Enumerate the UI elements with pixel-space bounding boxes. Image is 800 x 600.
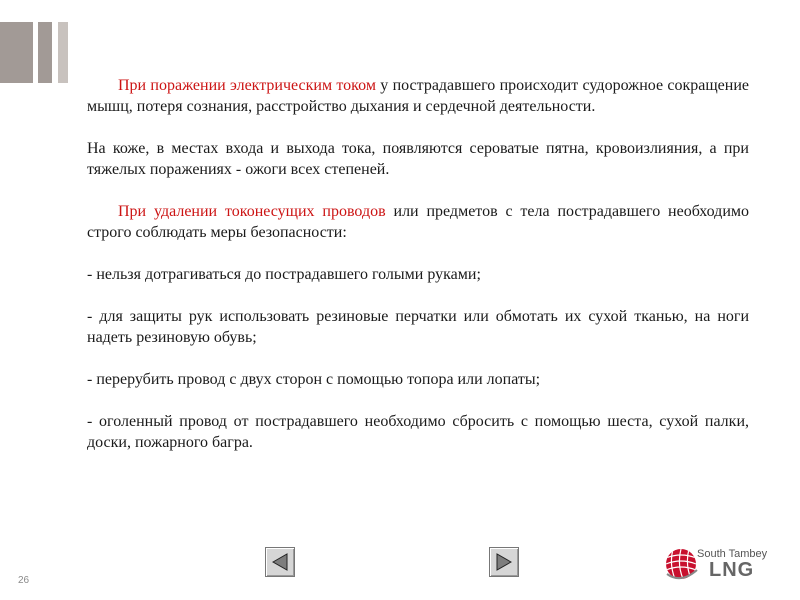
paragraph-skin-effects: На коже, в местах входа и выхода тока, появляются сероватые пятна, кровоизлияния, а при тяжелых поражениях - ожоги всех степеней. <box>87 140 749 178</box>
decor-bar-narrow <box>58 22 68 83</box>
paragraph-wire-removal <box>87 201 749 243</box>
triangle-right-icon <box>490 548 518 576</box>
logo-text-lng: LNG <box>709 559 755 581</box>
company-logo <box>663 544 773 584</box>
decor-bar-wide <box>0 22 33 83</box>
page-number: 26 <box>18 575 30 586</box>
slide-body <box>87 75 749 474</box>
paragraph-text: или предметов с тела пострадавшего необходимо строго соблюдать меры безопасности: <box>87 203 750 241</box>
highlight-electric-shock: При поражении электрическим током <box>118 77 376 94</box>
list-item-remove-wire: - оголенный провод от пострадавшего необходимо сбросить с помощью шеста, сухой палки, доски, пожарного багра. <box>87 413 749 451</box>
next-slide-button[interactable] <box>489 547 519 577</box>
list-item-no-bare-hands: - нельзя дотрагиваться до пострадавшего голыми руками; <box>87 266 481 283</box>
paragraph-electric-shock <box>87 75 749 117</box>
triangle-left-icon <box>266 548 294 576</box>
paragraph-text: у пострадавшего происходит судорожное сокращение мышц, потеря сознания, расстройство дыхания и сердечной деятельности. <box>87 77 750 115</box>
previous-slide-button[interactable] <box>265 547 295 577</box>
list-item-rubber-gloves: - для защиты рук использовать резиновые перчатки или обмотать их сухой тканью, на ноги надеть резиновую обувь; <box>87 308 749 346</box>
decor-bar-medium <box>38 22 52 83</box>
list-item-cut-wire: - перерубить провод с двух сторон с помощью топора или лопаты; <box>87 371 541 388</box>
highlight-wire-removal: При удалении токонесущих проводов <box>118 203 386 220</box>
logo-text-south-tambey: South Tambey <box>697 548 768 560</box>
